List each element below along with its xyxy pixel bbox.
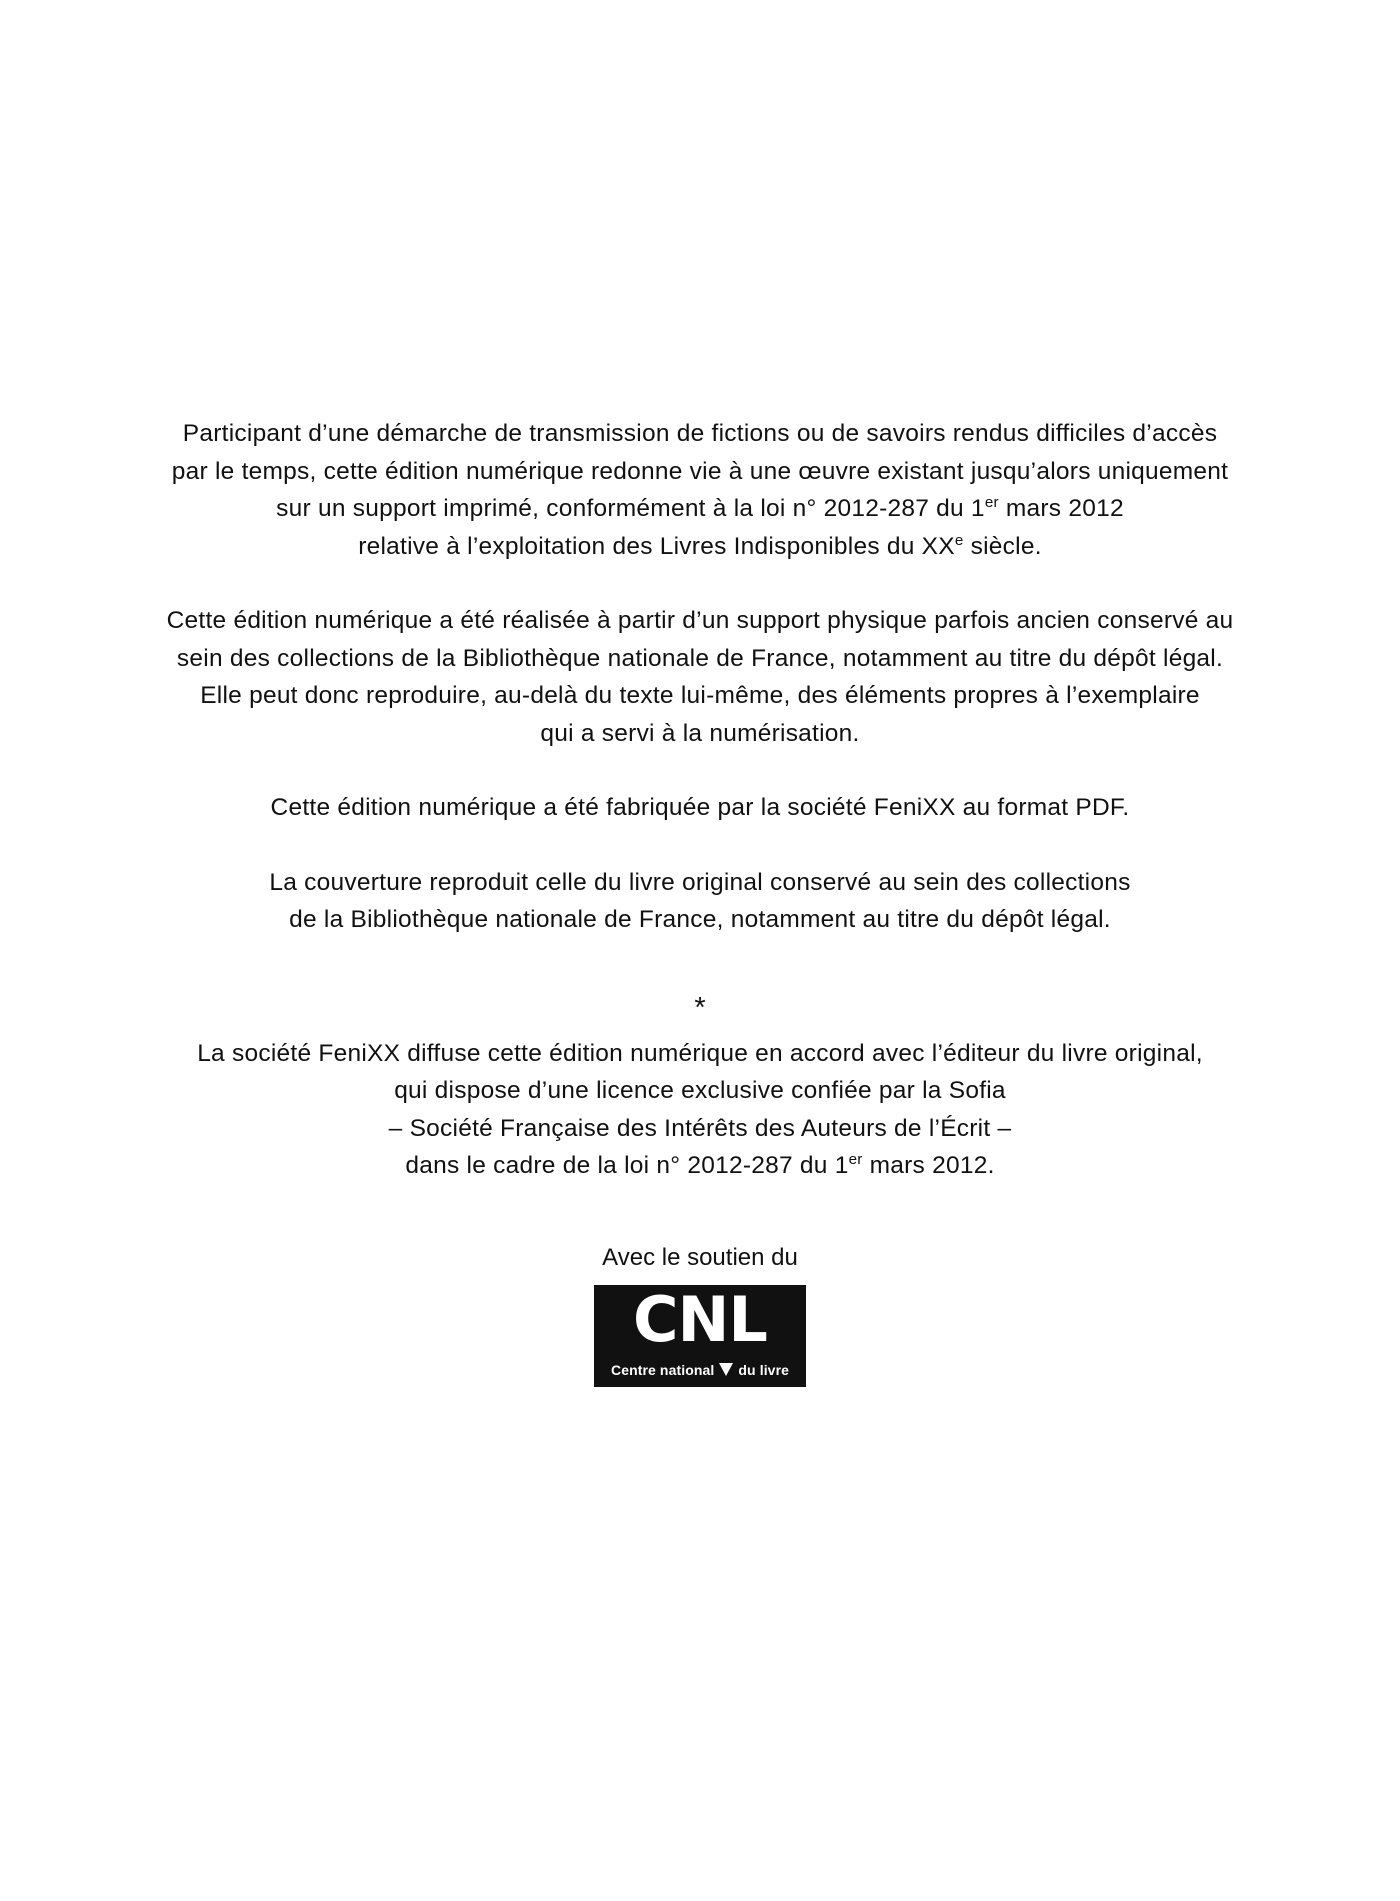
paragraph-line: – Société Française des Intérêts des Auteurs de l’Écrit – [388,1114,1012,1142]
paragraph-diffusion [120,1035,1280,1185]
document-content [0,415,1400,1387]
ordinal-superscript: er [848,1150,863,1168]
line-fragment: dans le cadre de la loi n° 2012-287 du 1 [405,1152,849,1179]
paragraph-line [120,528,1280,566]
paragraph-line [120,1147,1280,1185]
paragraph-couverture [120,864,1280,939]
paragraph-line: qui a servi à la numérisation. [540,719,860,747]
paragraph-line: par le temps, cette édition numérique redonne vie à une œuvre existant jusqu’alors uniquement [171,457,1229,485]
paragraph-fenixx-pdf [120,789,1280,827]
cnl-logo-main-text: CNL [633,1282,767,1356]
cnl-logo-subtitle [594,1360,806,1380]
paragraph-line [120,490,1280,528]
line-fragment: relative à l’exploitation des Livres Indisponibles du XX [358,532,955,560]
line-fragment: mars 2012 [998,495,1124,522]
line-fragment: siècle. [963,532,1042,560]
support-block [0,1243,1400,1387]
paragraph-line: Elle peut donc reproduire, au-delà du texte lui-même, des éléments propres à l’exemplaire [200,682,1200,709]
paragraph-line: La couverture reproduit celle du livre original conservé au sein des collections [269,868,1131,896]
paragraph-line: Cette édition numérique a été réalisée à partir d’un support physique parfois ancien conservé au [166,607,1234,634]
ordinal-superscript: e [954,531,964,549]
triangle-icon [719,1363,733,1376]
cnl-logo [594,1282,806,1387]
support-label: Avec le soutien du [602,1243,798,1271]
cnl-logo-subtitle-right: du livre [738,1361,789,1378]
paragraph-line: Cette édition numérique a été fabriquée par la société FeniXX au format PDF. [270,794,1130,821]
section-separator: * [694,991,706,1024]
paragraph-line: qui dispose d’une licence exclusive confiée par la Sofia [394,1077,1006,1104]
paragraph-line: Participant d’une démarche de transmission de fictions ou de savoirs rendus difficiles d’accès [182,420,1218,447]
paragraph-line: sein des collections de la Bibliothèque nationale de France, notamment au titre du dépôt légal. [176,644,1224,672]
line-fragment: sur un support imprimé, conformément à la loi n° 2012-287 du 1 [276,495,985,522]
paragraph-line: de la Bibliothèque nationale de France, notamment au titre du dépôt légal. [289,906,1111,933]
paragraph-line: La société FeniXX diffuse cette édition numérique en accord avec l’éditeur du livre original, [197,1039,1203,1067]
paragraph-transmission [120,415,1280,565]
line-fragment: mars 2012. [862,1152,995,1179]
cnl-logo-subtitle-left: Centre national [611,1361,715,1378]
ordinal-superscript: er [984,493,999,511]
paragraph-support-physique [120,602,1280,752]
